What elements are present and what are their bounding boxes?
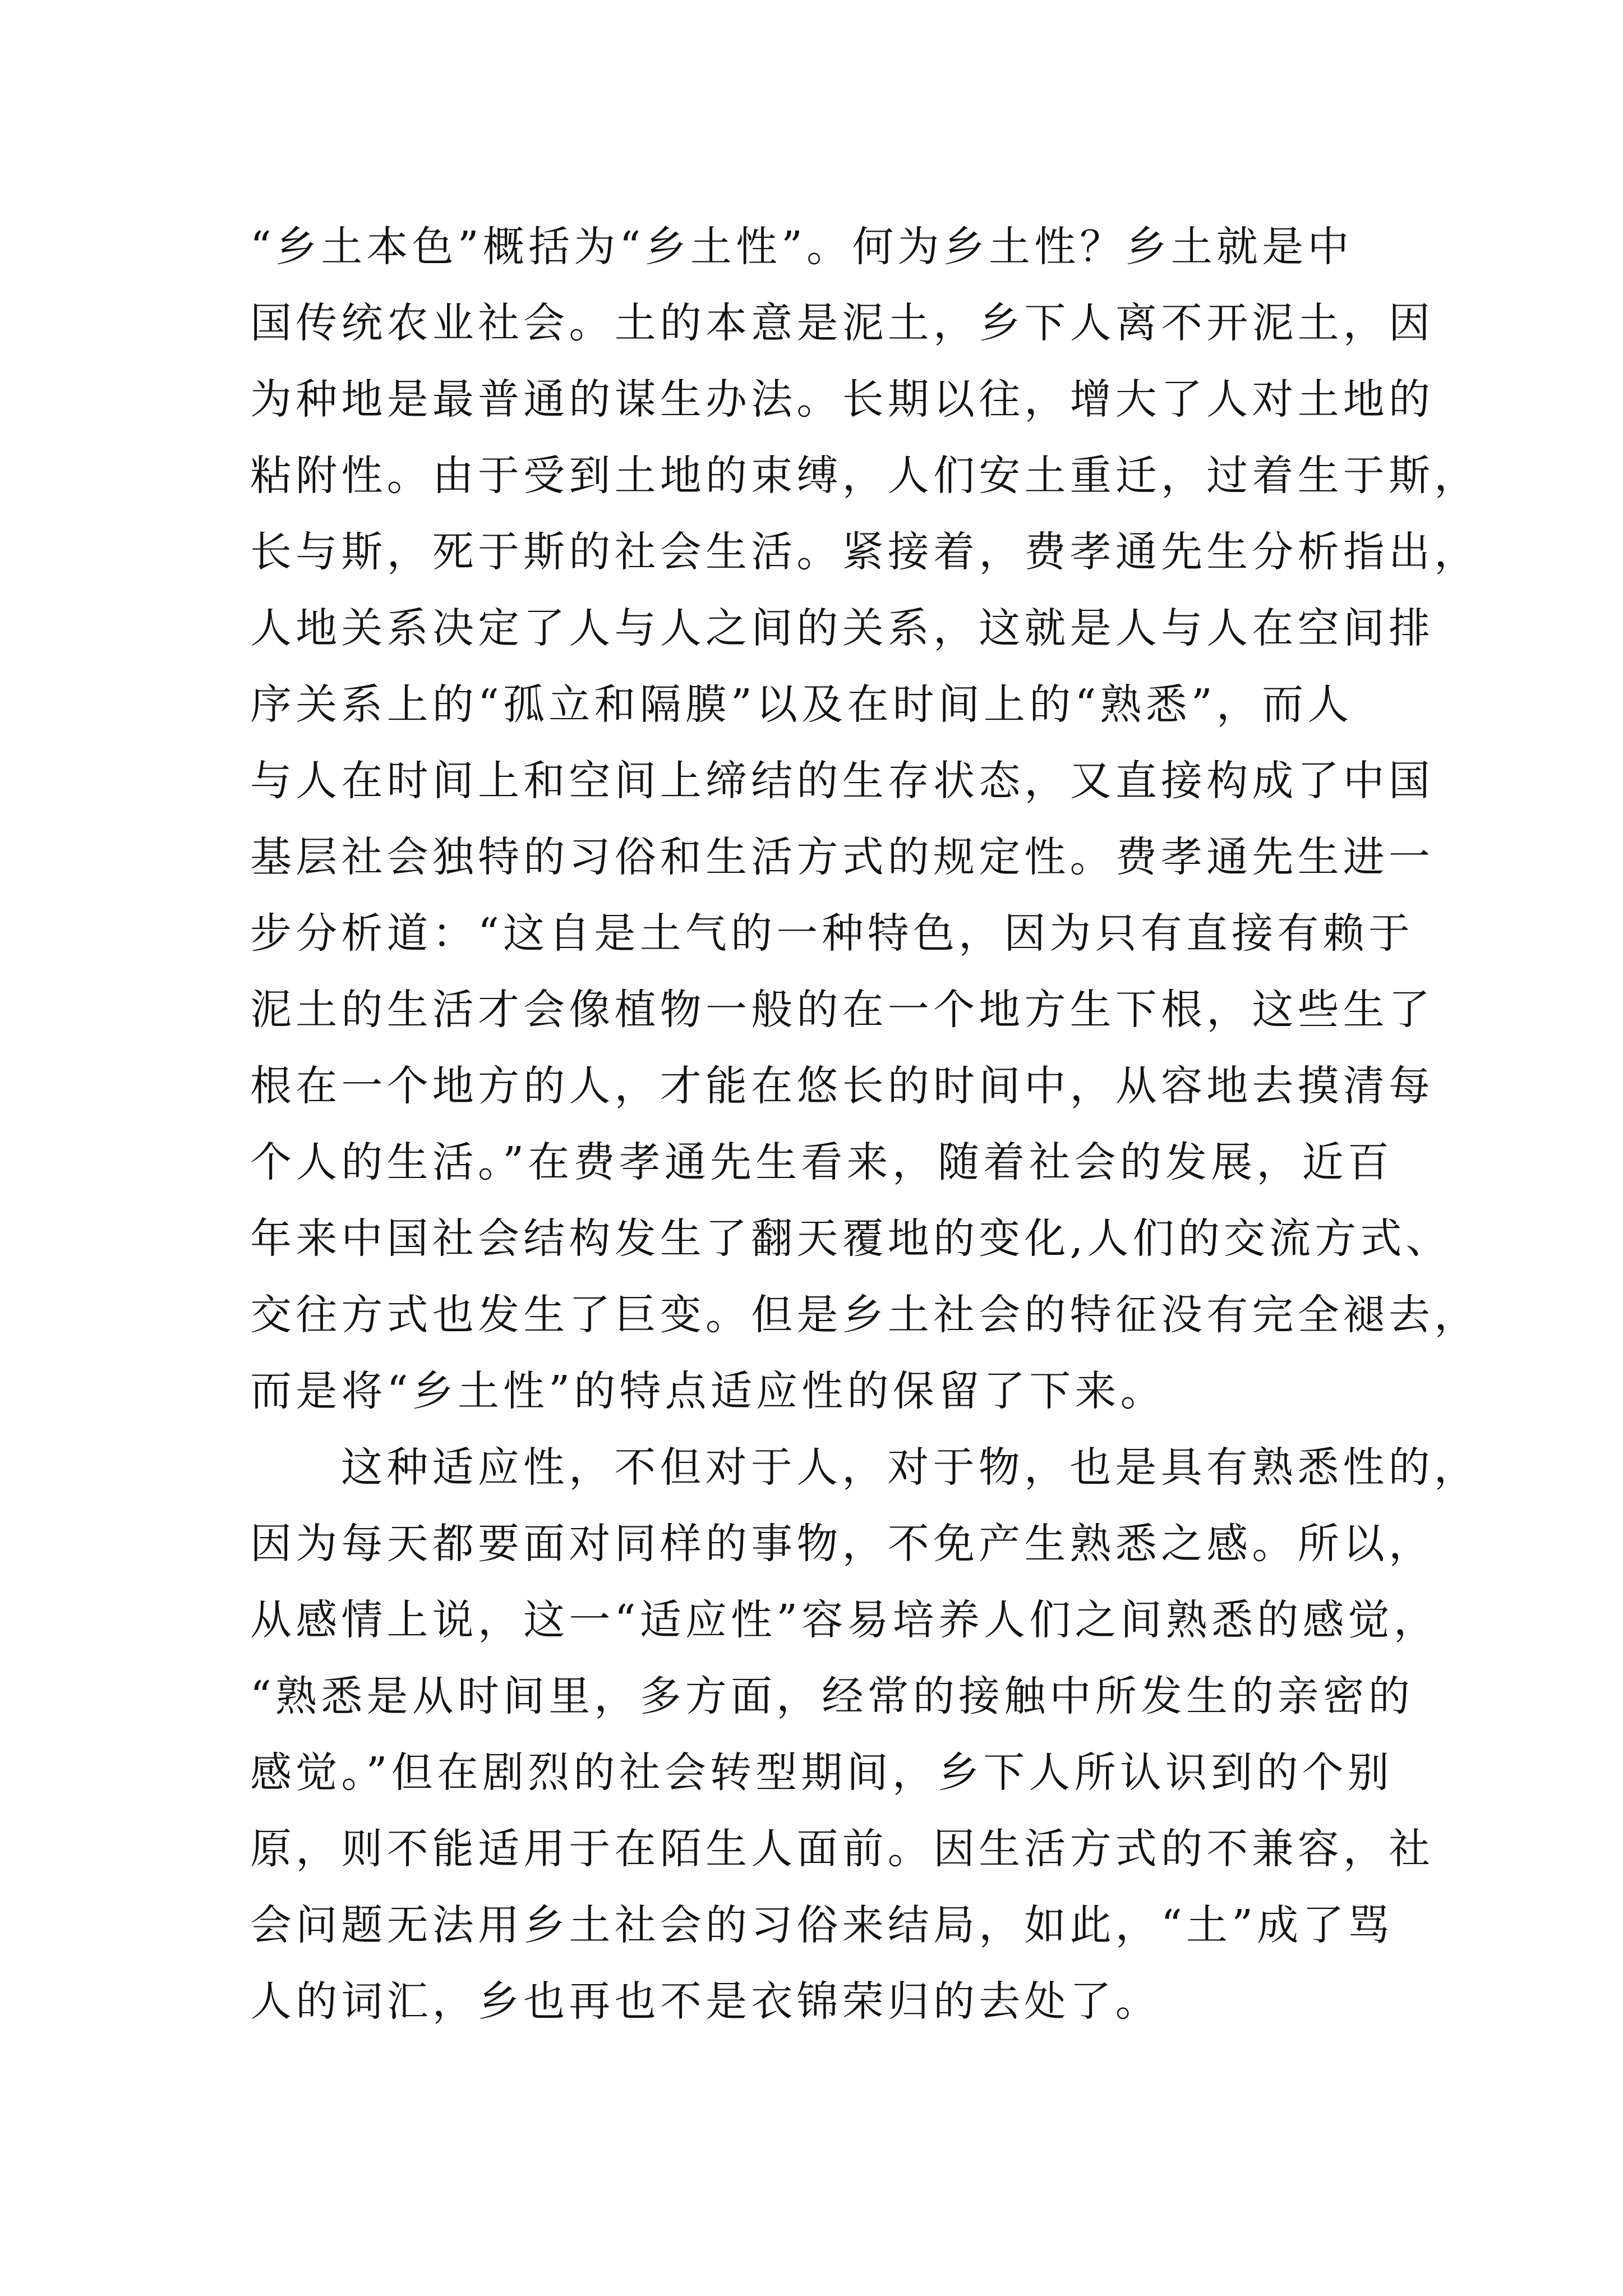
text-line: 人地关系决定了人与人之间的关系，这就是人与人在空间排 — [250, 604, 1435, 652]
text-line: 感觉。”但在剧烈的社会转型期间，乡下人所认识到的个别 — [250, 1749, 1394, 1797]
text-line: 基层社会独特的习俗和生活方式的规定性。费孝通先生进一 — [250, 833, 1435, 881]
text-line: 粘附性。由于受到土地的束缚，人们安土重迁，过着生于斯， — [250, 452, 1480, 500]
text-line: 交往方式也发生了巨变。但是乡土社会的特征没有完全褪去， — [250, 1291, 1480, 1339]
text-line: 这种适应性，不但对于人，对于物，也是具有熟悉性的， — [341, 1443, 1479, 1492]
text-line: “熟悉是从时间里，多方面，经常的接触中所发生的亲密的 — [250, 1672, 1414, 1720]
text-line: 国传统农业社会。土的本意是泥土，乡下人离不开泥土，因 — [250, 299, 1435, 347]
text-line: 步分析道：“这自是土气的一种特色，因为只有直接有赖于 — [250, 909, 1414, 958]
text-line: 为种地是最普通的谋生办法。长期以往，增大了人对土地的 — [250, 375, 1435, 424]
paragraph-2 — [250, 1429, 1479, 2040]
text-line: 因为每天都要面对同样的事物，不免产生熟悉之感。所以， — [250, 1520, 1435, 1568]
text-line: 会问题无法用乡土社会的习俗来结局，如此，“土”成了骂 — [250, 1901, 1394, 1949]
text-line: 人的词汇，乡也再也不是衣锦荣归的去处了。 — [250, 1977, 1161, 2026]
document-body — [250, 209, 1480, 2040]
text-line: 序关系上的“孤立和隔膜”以及在时间上的“熟悉”，而人 — [250, 680, 1353, 729]
text-line: 与人在时间上和空间上缔结的生存状态，又直接构成了中国 — [250, 757, 1435, 805]
text-line: 长与斯，死于斯的社会生活。紧接着，费孝通先生分析指出， — [250, 528, 1480, 576]
text-line: 个人的生活。”在费孝通先生看来，随着社会的发展，近百 — [250, 1138, 1394, 1186]
text-line: 从感情上说，这一“适应性”容易培养人们之间熟悉的感觉， — [250, 1596, 1440, 1644]
text-line: 根在一个地方的人，才能在悠长的时间中，从容地去摸清每 — [250, 1062, 1435, 1110]
text-line: 原，则不能适用于在陌生人面前。因生活方式的不兼容，社 — [250, 1825, 1435, 1873]
text-line: 泥土的生活才会像植物一般的在一个地方生下根，这些生了 — [250, 986, 1435, 1034]
text-line: “乡土本色”概括为“乡土性”。何为乡土性？乡土就是中 — [250, 223, 1353, 271]
paragraph-1 — [250, 209, 1480, 1429]
text-line: 而是将“乡土性”的特点适应性的保留了下来。 — [250, 1367, 1166, 1415]
text-line: 年来中国社会结构发生了翻天覆地的变化,人们的交流方式、 — [250, 1214, 1451, 1263]
